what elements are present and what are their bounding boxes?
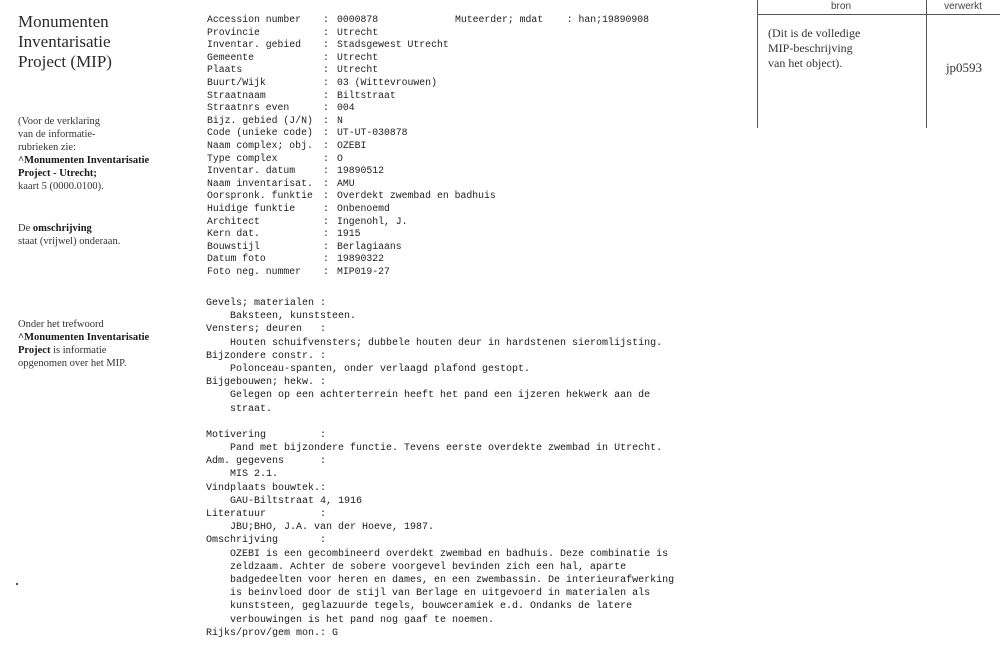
field-label: Straatnrs even bbox=[207, 102, 290, 114]
note-line: Onder het trefwoord bbox=[18, 319, 104, 330]
note-bold: ^Monumenten Inventarisatie bbox=[18, 155, 150, 166]
field-row bbox=[207, 241, 496, 254]
field-row bbox=[207, 140, 496, 153]
section-text: Pand met bijzondere functie. Tevens eerste overdekte zwembad in Utrecht. bbox=[230, 443, 663, 455]
field-row bbox=[207, 228, 496, 241]
field-value: Ingenohl, J. bbox=[337, 215, 408, 227]
field-row bbox=[207, 216, 496, 229]
note-line: opgenomen over het MIP. bbox=[18, 358, 127, 369]
section-label-bijgebouwen: Bijgebouwen; hekw. : bbox=[206, 377, 327, 389]
note-bold: Project bbox=[18, 345, 51, 356]
field-value: Berlagiaans bbox=[337, 240, 402, 252]
record-sections bbox=[206, 297, 746, 640]
scan-dot bbox=[16, 583, 18, 585]
field-value: 004 bbox=[337, 102, 355, 114]
header-verwerkt: verwerkt bbox=[944, 1, 982, 12]
field-separator: : bbox=[323, 202, 329, 214]
field-separator: : bbox=[323, 26, 329, 38]
page-title bbox=[18, 12, 178, 72]
field-row bbox=[207, 27, 496, 40]
field-row bbox=[207, 64, 496, 77]
section-label-omschrijving: Omschrijving : bbox=[206, 535, 327, 547]
section-text: straat. bbox=[230, 403, 273, 415]
field-row bbox=[207, 102, 496, 115]
field-row bbox=[207, 115, 496, 128]
field-value: UT-UT-030878 bbox=[337, 127, 408, 139]
note-line: staat (vrijwel) onderaan. bbox=[18, 236, 121, 247]
section-text: Houten schuifvensters; dubbele houten deur in hardstenen sieromlijsting. bbox=[230, 337, 663, 349]
note-line: van de informatie- bbox=[18, 129, 96, 140]
field-separator: : bbox=[323, 240, 329, 252]
field-row bbox=[207, 127, 496, 140]
table-divider bbox=[757, 14, 1000, 15]
field-label: Architect bbox=[207, 215, 260, 227]
field-value: Utrecht bbox=[337, 51, 379, 63]
field-separator: : bbox=[323, 139, 329, 151]
section-text: OZEBI is een gecombineerd overdekt zwembad en badhuis. Deze combinatie is bbox=[230, 548, 669, 560]
field-separator: : bbox=[323, 127, 329, 139]
description-note bbox=[18, 222, 183, 248]
field-separator: : bbox=[323, 51, 329, 63]
field-separator: : bbox=[323, 76, 329, 88]
field-label: Straatnaam bbox=[207, 89, 266, 101]
section-label-vensters: Vensters; deuren : bbox=[206, 324, 327, 336]
note-line: (Voor de verklaring bbox=[18, 116, 101, 127]
field-value: Overdekt zwembad en badhuis bbox=[337, 190, 496, 202]
field-separator: : bbox=[323, 228, 329, 240]
field-label: Accession number bbox=[207, 14, 302, 25]
title-line: Project (MIP) bbox=[18, 52, 112, 71]
field-value: 1915 bbox=[337, 228, 361, 240]
field-label: Naam inventarisat. bbox=[207, 177, 313, 189]
field-separator: : bbox=[323, 152, 329, 164]
section-label-vindplaats: Vindplaats bouwtek.: bbox=[206, 482, 327, 494]
note-text: is informatie bbox=[50, 345, 107, 356]
field-row bbox=[207, 39, 496, 52]
field-label: Bouwstijl bbox=[207, 240, 260, 252]
keyword-note bbox=[18, 318, 183, 370]
field-row bbox=[207, 165, 496, 178]
note-bold: ^Monumenten Inventarisatie bbox=[18, 332, 150, 343]
section-label-literatuur: Literatuur : bbox=[206, 509, 327, 520]
field-value: O bbox=[337, 152, 343, 164]
mutator-label: Muteerder; mdat bbox=[455, 14, 544, 25]
field-row bbox=[207, 253, 496, 266]
section-label-motivering: Motivering : bbox=[206, 429, 327, 441]
processed-code: jp0593 bbox=[945, 60, 983, 75]
title-line: Inventarisatie bbox=[18, 32, 111, 51]
field-row bbox=[207, 203, 496, 216]
section-label-constr: Bijzondere constr. : bbox=[206, 350, 327, 362]
field-label: Type complex bbox=[207, 152, 278, 164]
field-value: Utrecht bbox=[337, 64, 379, 76]
section-text: kunststeen, geglazuurde tegels, bouwceramiek e.d. Ondanks de latere bbox=[230, 601, 633, 613]
header-bron: bron bbox=[830, 1, 851, 12]
field-label: Code (unieke code) bbox=[207, 127, 313, 139]
field-value: Biltstraat bbox=[337, 89, 396, 101]
field-separator: : bbox=[323, 102, 329, 114]
section-text: Polonceau-spanten, onder verlaagd plafond gestopt. bbox=[230, 363, 531, 375]
table-column-divider bbox=[926, 0, 927, 128]
field-label: Inventar. datum bbox=[207, 165, 296, 177]
note-text: De bbox=[18, 223, 33, 234]
info-note bbox=[18, 115, 183, 193]
field-value: OZEBI bbox=[337, 139, 367, 151]
field-value: Onbenoemd bbox=[337, 202, 390, 214]
record-fields bbox=[207, 14, 496, 278]
field-row bbox=[207, 266, 496, 279]
field-separator: : bbox=[323, 114, 329, 126]
section-text: Gelegen op een achterterrein heeft het pand een ijzeren hekwerk aan de bbox=[230, 390, 651, 402]
source-line: (Dit is de volledige bbox=[768, 26, 861, 40]
field-label: Gemeente bbox=[207, 51, 255, 63]
section-text: MIS 2.1. bbox=[230, 469, 279, 481]
field-value: 03 (Wittevrouwen) bbox=[337, 76, 437, 88]
left-column bbox=[18, 12, 178, 72]
field-separator: : bbox=[323, 165, 329, 177]
source-description bbox=[768, 26, 918, 71]
table-border-left bbox=[757, 0, 758, 128]
field-label: Naam complex; obj. bbox=[207, 139, 313, 151]
field-label: Provincie bbox=[207, 26, 260, 38]
note-bold: omschrijving bbox=[32, 223, 92, 234]
field-label: Oorspronk. funktie bbox=[207, 190, 313, 202]
section-text: Baksteen, kunststeen. bbox=[230, 311, 357, 323]
field-value: Stadsgewest Utrecht bbox=[337, 39, 449, 51]
field-value: MIP019-27 bbox=[337, 265, 390, 277]
field-separator: : bbox=[323, 64, 329, 76]
field-label: Kern dat. bbox=[207, 228, 260, 240]
field-label: Inventar. gebied bbox=[207, 39, 302, 51]
field-row bbox=[207, 178, 496, 191]
field-value: 0000878 bbox=[337, 14, 379, 25]
field-separator: : bbox=[323, 215, 329, 227]
section-text: zeldzaam. Achter de sobere voorgevel bevinden zich een hal, aparte bbox=[230, 561, 627, 573]
field-separator: : bbox=[323, 14, 329, 25]
field-value: AMU bbox=[337, 177, 355, 189]
note-bold: Project - Utrecht; bbox=[18, 168, 97, 179]
field-label: Datum foto bbox=[207, 253, 266, 265]
field-row bbox=[207, 90, 496, 103]
section-text: is beinvloed door de stijl van Berlage en uitgevoerd in materialen als bbox=[230, 588, 651, 600]
field-separator: : bbox=[323, 253, 329, 265]
field-value: 19890512 bbox=[337, 165, 385, 177]
section-text: verbouwingen is het pand nog gaaf te noemen. bbox=[230, 614, 495, 626]
field-value: N bbox=[337, 114, 343, 126]
source-line: van het object). bbox=[768, 56, 843, 70]
section-text: JBU;BHO, J.A. van der Hoeve, 1987. bbox=[230, 522, 435, 534]
section-text: GAU-Biltstraat 4, 1916 bbox=[230, 495, 363, 507]
source-table bbox=[755, 0, 1000, 128]
field-separator: : bbox=[323, 265, 329, 277]
field-label: Huidige funktie bbox=[207, 202, 296, 214]
note-line: kaart 5 (0000.0100). bbox=[18, 181, 104, 192]
field-row bbox=[207, 77, 496, 90]
title-line: Monumenten bbox=[18, 12, 109, 31]
note-line: rubrieken zie: bbox=[18, 142, 77, 153]
mutator-sep: : bbox=[566, 14, 573, 25]
field-label: Plaats bbox=[207, 64, 243, 76]
field-label: Foto neg. nummer bbox=[207, 265, 302, 277]
field-separator: : bbox=[323, 177, 329, 189]
field-label: Bijz. gebied (J/N) bbox=[207, 114, 313, 126]
section-label-rijks: Rijks/prov/gem mon.: G bbox=[206, 627, 339, 639]
section-text: badgedeelten voor heren en dames, en een zwembassin. De interieurafwerking bbox=[230, 574, 675, 586]
field-row bbox=[207, 153, 496, 166]
section-label-adm: Adm. gegevens : bbox=[206, 456, 327, 468]
field-separator: : bbox=[323, 89, 329, 101]
field-row bbox=[207, 190, 496, 203]
source-line: MIP-beschrijving bbox=[768, 41, 853, 55]
field-label: Buurt/Wijk bbox=[207, 76, 266, 88]
field-row bbox=[207, 14, 496, 27]
field-separator: : bbox=[323, 190, 329, 202]
section-label-gevels: Gevels; materialen : bbox=[206, 298, 327, 309]
field-row bbox=[207, 52, 496, 65]
field-separator: : bbox=[323, 39, 329, 51]
mutator-value: han;19890908 bbox=[578, 14, 650, 25]
field-value: 19890322 bbox=[337, 253, 385, 265]
field-value: Utrecht bbox=[337, 26, 379, 38]
